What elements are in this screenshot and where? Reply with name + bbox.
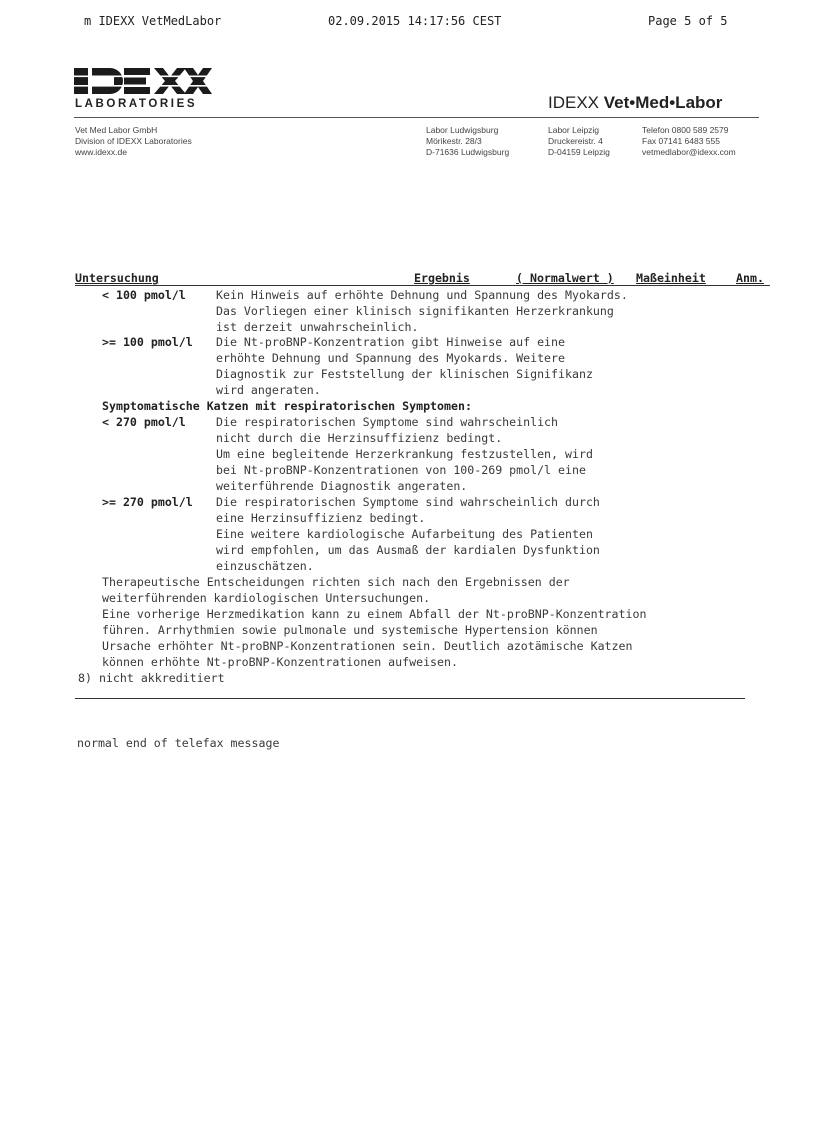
logo-subtitle: LABORATORIES	[75, 98, 198, 110]
report-line: Diagnostik zur Feststellung der klinischen Signifikanz	[216, 367, 593, 381]
report-line: Um eine begleitende Herzerkrankung festzustellen, wird	[216, 447, 593, 461]
col-untersuchung: Untersuchung	[75, 271, 159, 285]
fax-page-number: Page 5 of 5	[648, 14, 728, 28]
report-paragraph-line: führen. Arrhythmien sowie pulmonale und systemische Hypertension können	[102, 623, 598, 637]
header-divider	[74, 117, 759, 118]
col-ergebnis: Ergebnis	[414, 271, 470, 285]
section-title: Symptomatische Katzen mit respiratorischen Symptomen:	[102, 399, 472, 413]
company-address: Vet Med Labor GmbH Division of IDEXX Laboratories www.idexx.de	[75, 125, 192, 158]
contact-info: Telefon 0800 589 2579 Fax 07141 6483 555 vetmedlabor@idexx.com	[642, 125, 736, 158]
fax-datetime: 02.09.2015 14:17:56 CEST	[328, 14, 502, 28]
report-line: bei Nt-proBNP-Konzentrationen von 100-269 pmol/l eine	[216, 463, 586, 477]
col-masseinheit: Maßeinheit	[636, 271, 706, 285]
report-line: Das Vorliegen einer klinisch signifikanten Herzerkrankung	[216, 304, 614, 318]
range-label: < 100 pmol/l	[102, 288, 186, 302]
col-normalwert: ( Normalwert )	[516, 271, 614, 285]
report-line: Eine weitere kardiologische Aufarbeitung des Patienten	[216, 527, 593, 541]
report-line: nicht durch die Herzinsuffizienz bedingt.	[216, 431, 503, 445]
lab-leipzig-address: Labor Leipzig Druckereistr. 4 D-04159 Leipzig	[548, 125, 610, 158]
range-label: < 270 pmol/l	[102, 415, 186, 429]
report-paragraph-line: Eine vorherige Herzmedikation kann zu einem Abfall der Nt-proBNP-Konzentration	[102, 607, 647, 621]
report-line: Kein Hinweis auf erhöhte Dehnung und Spannung des Myokards.	[216, 288, 628, 302]
report-paragraph-line: Therapeutische Entscheidungen richten sich nach den Ergebnissen der	[102, 575, 570, 589]
fax-sender: m IDEXX VetMedLabor	[84, 14, 222, 28]
report-paragraph-line: Ursache erhöhter Nt-proBNP-Konzentrationen sein. Deutlich azotämische Katzen	[102, 639, 633, 653]
report-line: Die respiratorischen Symptome sind wahrscheinlich durch	[216, 495, 600, 509]
report-paragraph-line: können erhöhte Nt-proBNP-Konzentrationen aufweisen.	[102, 655, 458, 669]
report-line: wird empfohlen, um das Ausmaß der kardialen Dysfunktion	[216, 543, 600, 557]
report-end-divider	[75, 698, 745, 699]
report-line: ist derzeit unwahrscheinlich.	[216, 320, 419, 334]
report-line: wird angeraten.	[216, 383, 321, 397]
report-paragraph-line: weiterführenden kardiologischen Untersuchungen.	[102, 591, 431, 605]
lab-ludwigsburg-address: Labor Ludwigsburg Mörikestr. 28/3 D-71636 Ludwigsburg	[426, 125, 510, 158]
footnote: 8) nicht akkreditiert	[78, 671, 225, 685]
brand-suffix: Vet•Med•Labor	[603, 93, 723, 112]
report-line: weiterführende Diagnostik angeraten.	[216, 479, 468, 493]
range-label: >= 100 pmol/l	[102, 335, 193, 349]
range-label: >= 270 pmol/l	[102, 495, 193, 509]
end-of-fax-message: normal end of telefax message	[77, 736, 280, 750]
report-line: Die respiratorischen Symptome sind wahrscheinlich	[216, 415, 559, 429]
table-header-underline	[75, 285, 770, 286]
report-line: erhöhte Dehnung und Spannung des Myokards. Weitere	[216, 351, 566, 365]
report-line: einzuschätzen.	[216, 559, 314, 573]
col-anm: Anm.	[736, 271, 764, 285]
idexx-logo	[74, 66, 212, 96]
brand-name	[548, 93, 722, 113]
report-line: Die Nt-proBNP-Konzentration gibt Hinweise auf eine	[216, 335, 566, 349]
brand-prefix: IDEXX	[548, 93, 600, 112]
report-line: eine Herzinsuffizienz bedingt.	[216, 511, 426, 525]
